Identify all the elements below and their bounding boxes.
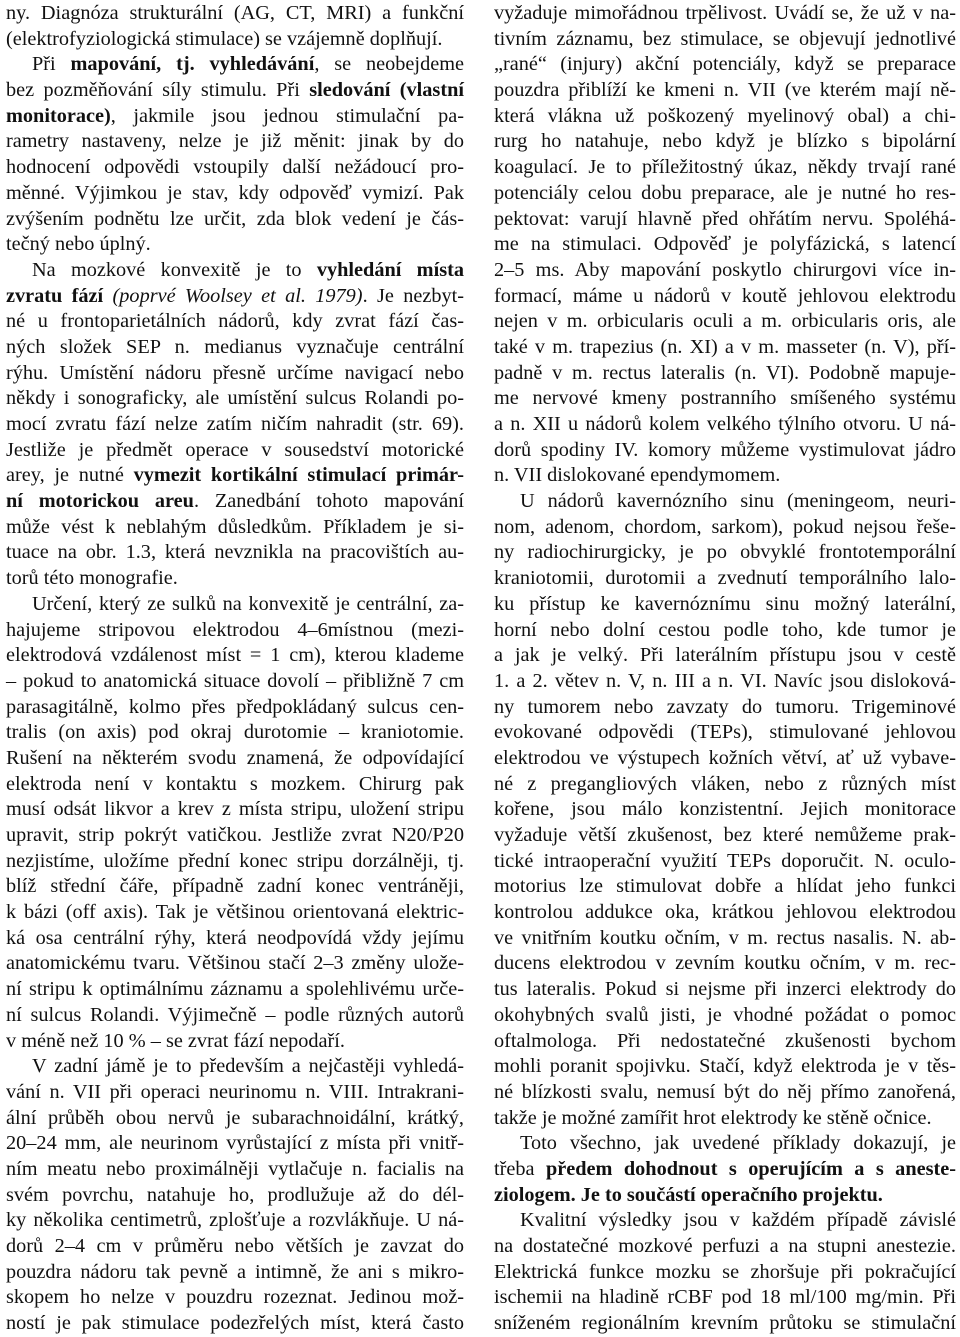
right-column-line	[494, 720, 956, 746]
text-run: elektroda není v kontaktu s mozkem. Chirurg pak	[6, 772, 464, 795]
left-column-line	[6, 155, 464, 181]
left-column-line	[6, 438, 464, 464]
text-run: Určení, který ze sulků na konvexitě je centrální, za-	[32, 592, 464, 615]
text-run: elektrodou ve výstupech kožních větví, ať už vybave-	[494, 746, 956, 769]
left-column-line	[6, 1157, 464, 1183]
text-run: na dostatečné mozkové perfuzi a na stupni anestezie.	[494, 1235, 956, 1257]
right-column-line	[494, 1003, 956, 1029]
text-run: né z pregangliových vláken, nebo z různých míst	[494, 772, 956, 795]
text-run: a n. XII u nádorů kolem velkého týlního otvoru. U ná-	[494, 413, 956, 435]
text-run: me nervové kmeny postranního smíšeného systému	[494, 387, 956, 410]
left-column-line	[6, 720, 464, 746]
text-run: dorů spodiny IV. komory můžeme vystimulovat jádro	[494, 438, 956, 461]
left-column-line	[6, 797, 464, 823]
left-column-line	[6, 695, 464, 721]
text-run: nezjistíme, uložíme přední konec stripu dorzálněji, tj.	[6, 849, 464, 872]
left-column-line	[6, 643, 464, 669]
left-column-line	[6, 181, 464, 207]
text-run: ny radiochirurgicky, je po obvyklé frontotemporální	[494, 541, 956, 564]
left-column-line	[6, 284, 464, 310]
right-column-line	[494, 643, 956, 669]
text-run: koagulací. Je to příležitostný úkaz, někdy trvají rané	[494, 156, 956, 179]
left-column-line	[6, 1183, 464, 1209]
bold-text: zvratu fází	[6, 284, 104, 307]
text-run: ve vnitřním koutku očním, v m. rectus nasalis. N. ab-	[494, 926, 956, 949]
left-column-line	[6, 489, 464, 515]
left-column-line	[6, 1080, 464, 1106]
right-column-line	[494, 977, 956, 1003]
text-run: svém povrchu, natahuje ho, prodlužuje až do dél-	[6, 1183, 464, 1206]
left-column-line	[6, 129, 464, 155]
right-column-line	[494, 1285, 956, 1311]
text-run: ischemii na hladině rCBF pod 18 ml/100 mg/min. Při	[494, 1286, 956, 1309]
right-column-line	[494, 515, 956, 541]
text-run: (elektrofyziologická stimulace) se vzájemně doplňují.	[6, 27, 443, 50]
left-column-line	[6, 207, 464, 233]
right-column-line	[494, 566, 956, 592]
text-run: evokované odpovědi (TEPs), stimulované jehlovou	[494, 721, 956, 744]
right-column-line	[494, 155, 956, 181]
right-column-line	[494, 926, 956, 952]
left-column-line	[6, 874, 464, 900]
right-column-line	[494, 412, 956, 438]
right-column-line	[494, 181, 956, 207]
text-run: U nádorů kavernózního sinu (meningeom, neuri-	[520, 490, 956, 513]
text-run: ální průběh obou nervů je subarachnoidální, krátký,	[6, 1106, 464, 1129]
left-column-line	[6, 1, 464, 27]
text-run: vyžaduje mimořádnou trpělivost. Uvádí se, že už v na-	[494, 2, 956, 24]
text-run: k bázi (off axis). Tak je většinou orientovaná elektric-	[6, 901, 464, 924]
right-column-line	[494, 592, 956, 618]
right-column-line	[494, 129, 956, 155]
right-column	[494, 1, 956, 1337]
text-run: hajujeme stripovou elektrodou 4–6místnou (mezi-	[6, 618, 464, 641]
text-run: 1. a 2. větev n. V, n. III a n. VI. Navíc jsou disloková-	[494, 669, 956, 692]
text-run: . Je nezbyt-	[362, 284, 465, 307]
bold-text: předem dohodnout s operujícím a s aneste-	[545, 1157, 957, 1180]
bold-text: ní motorickou areu	[6, 490, 194, 513]
right-column-line	[494, 258, 956, 284]
left-column-line	[6, 566, 464, 592]
right-column-line	[494, 438, 956, 464]
right-column-line	[494, 823, 956, 849]
right-column-line	[494, 52, 956, 78]
text-run: elektrodová vzdálenost míst = 1 cm), kterou klademe	[6, 644, 464, 667]
text-run: horní nebo dolní cestou podle toho, kde tumor je	[494, 618, 956, 641]
text-run: skopem ho nelze v pouzdru rozeznat. Jedinou mož-	[6, 1286, 464, 1309]
right-column-line	[494, 695, 956, 721]
text-run: – pokud to anatomická situace dovolí – přibližně 7 cm	[6, 669, 464, 692]
text-run: která vlákna už poškozený myelinový obal) a chi-	[494, 104, 956, 127]
left-column-line	[6, 951, 464, 977]
left-column-line	[6, 1029, 464, 1055]
text-run: Rušení na některém svodu znamená, že odpovídající	[6, 746, 464, 769]
bold-text: vymezit kortikální stimulací primár-	[133, 464, 464, 487]
left-column-line	[6, 1003, 464, 1029]
bold-text: mapování, tj. vyhledávání	[70, 53, 315, 76]
text-run: tivním záznamu, bez stimulace, se objevují jednotlivé	[494, 27, 956, 50]
text-run: třeba	[494, 1157, 546, 1180]
bold-text: monitorace)	[6, 104, 111, 127]
right-column-line	[494, 27, 956, 53]
text-run: V zadní jámě je to především a nejčastěji vyhledá-	[32, 1055, 464, 1078]
text-run: kořene, jsou málo konzistentní. Jejich monitorace	[494, 798, 956, 821]
right-column-line	[494, 746, 956, 772]
right-column-line	[494, 1157, 956, 1183]
text-run: a jak je velký. Při laterálním přístupu jsou v cestě	[494, 644, 956, 667]
text-run: pouzdra přiblíží ke kmeni n. VII (ve kterém mají ně-	[494, 79, 956, 102]
text-run: motorius lze stimulovat dobře a hlídat jeho funkci	[494, 875, 956, 898]
bold-text: ziologem. Je to součástí operačního projektu.	[494, 1183, 883, 1206]
text-run: tické intraoperační využití TEPs doporučit. N. oculo-	[494, 849, 956, 872]
text-run: ny tumorem nebo zavzaty do tumoru. Trigeminové	[494, 695, 956, 718]
left-column-line	[6, 1234, 464, 1260]
text-run: nejen v m. orbicularis oculi a m. orbicularis oris, ale	[494, 310, 956, 333]
left-column-line	[6, 849, 464, 875]
right-column-line	[494, 361, 956, 387]
left-column-line	[6, 515, 464, 541]
text-run: kontrolou addukce oka, krátkou jehlovou elektrodou	[494, 901, 956, 924]
text-run: kraniotomii, durotomii a zvednutí temporálního lalo-	[494, 567, 956, 590]
text-run: ny. Diagnóza strukturální (AG, CT, MRI) a funkční	[6, 2, 464, 24]
text-run: nom, adenom, chordom, sarkom), pokud nejsou řeše-	[494, 515, 956, 538]
left-column-line	[6, 104, 464, 130]
right-column-line	[494, 874, 956, 900]
left-column-line	[6, 52, 464, 78]
right-column-line	[494, 1131, 956, 1157]
right-column-line	[494, 1208, 956, 1234]
bold-text: sledování (vlastní	[309, 79, 464, 102]
text-run: formací, máme u nádorů v koutě jehlovou elektrodu	[494, 284, 956, 307]
right-column-line	[494, 797, 956, 823]
right-column-line	[494, 386, 956, 412]
text-run: vyžaduje větší zkušenost, bez které nemůžeme prak-	[494, 824, 956, 846]
text-run: může vést k neblahým důsledkům. Příkladem je si-	[6, 515, 464, 538]
right-column-line	[494, 951, 956, 977]
right-column-line	[494, 1054, 956, 1080]
right-column-line	[494, 618, 956, 644]
right-column-line	[494, 1080, 956, 1106]
text-run: vání n. VII při operaci neurinomu n. VIII. Intrakrani-	[6, 1080, 464, 1103]
left-column-line	[6, 1131, 464, 1157]
text-run: 2–5 ms. Aby mapování poskytlo chirurgovi více in-	[494, 258, 956, 281]
text-run: rametry nastaveny, nelze je již měnit: jinak by do	[6, 130, 464, 153]
left-column-line	[6, 78, 464, 104]
text-run: , jakmile jsou jednou stimulační pa-	[110, 104, 464, 127]
left-column-line	[6, 823, 464, 849]
text-run: Na mozkové konvexitě je to	[32, 258, 317, 281]
right-column-line	[494, 489, 956, 515]
right-column-line	[494, 1029, 956, 1055]
text-run: Elektrická funkce mozku se zhoršuje při pokračující	[494, 1260, 956, 1283]
text-run: mocí zvratu fází nelze zatím ničím nahradit (str. 69).	[6, 413, 464, 435]
right-column-line	[494, 540, 956, 566]
right-column-line	[494, 849, 956, 875]
text-run: v méně než 10 % – se zvrat fází nepodaří.	[6, 1029, 345, 1052]
text-run: Jestliže je předmět operace v sousedství motorické	[6, 438, 464, 461]
text-run: tralis (on axis) pod okraj durotomie – kraniotomie.	[6, 721, 464, 744]
right-column-line	[494, 284, 956, 310]
left-column-line	[6, 1285, 464, 1311]
right-column-line	[494, 232, 956, 258]
left-column-line	[6, 1311, 464, 1337]
text-run: zvýšením podnětu lze určit, zda blok vedení je čás-	[6, 207, 464, 230]
left-column	[6, 1, 464, 1337]
text-run: hodnocení odpovědi vstoupily další nežádoucí pro-	[6, 156, 464, 179]
text-run: rurg ho natahuje, nebo když je blízko s bipolární	[494, 130, 956, 153]
text-run: parasagitálně, kolmo přes předpokládaný sulcus cen-	[6, 695, 464, 718]
right-column-line	[494, 1234, 956, 1260]
text-run: pektovat: varují hlavně před ohřátím nervu. Spoléhá-	[494, 207, 956, 230]
left-column-line	[6, 926, 464, 952]
text-run: tečný nebo úplný.	[6, 233, 151, 256]
right-column-line	[494, 207, 956, 233]
text-run: tus lateralis. Pokud si nejsme při inzerci elektrody do	[494, 978, 956, 1001]
text-run: n. VII dislokované ependymomem.	[494, 464, 781, 487]
text-run: Při	[32, 53, 71, 76]
left-column-line	[6, 309, 464, 335]
text-run: né blízkosti svalu, nemusí být do něj přímo zanořená,	[494, 1080, 956, 1103]
text-run: padně v m. rectus lateralis (n. VI). Podobně mapuje-	[494, 361, 956, 384]
right-column-line	[494, 772, 956, 798]
text-run: torů této monografie.	[6, 567, 178, 590]
italic-text: (poprvé Woolsey et al. 1979)	[112, 284, 363, 307]
text-run: rýhu. Umístění nádoru přesně určíme navigací nebo	[6, 361, 464, 384]
text-run: . Zanedbání tohoto mapování	[193, 490, 464, 513]
text-run: „rané“ (injury) akční potenciály, když se preparace	[494, 53, 956, 76]
left-column-line	[6, 335, 464, 361]
right-column-line	[494, 463, 956, 489]
left-column-line	[6, 1260, 464, 1286]
right-column-line	[494, 78, 956, 104]
text-run: potenciály celou dobu preparace, ale je nutné ho res-	[494, 181, 956, 204]
right-column-line	[494, 900, 956, 926]
text-run: ním meatu nebo proximálněji vytlačuje n. facialis na	[6, 1157, 464, 1180]
text-run: pouzdra nádoru tak pevně a intimně, že ani s mikro-	[6, 1260, 464, 1283]
text-run: né u frontoparietálních nádorů, kdy zvrat fází čas-	[6, 310, 464, 333]
text-run: někdy i sonograficky, ale umístění sulcus Rolandi po-	[6, 387, 464, 410]
text-run: upravit, strip pokrýt vatičkou. Jestliže zvrat N20/P20	[6, 824, 464, 846]
text-run: okohybných svalů jisti, je vhodné požádat o pomoc	[494, 1003, 956, 1026]
left-column-line	[6, 1054, 464, 1080]
left-column-line	[6, 1208, 464, 1234]
text-run: arey, je nutné	[6, 464, 134, 487]
bold-text: vyhledání místa	[316, 258, 465, 281]
right-column-line	[494, 1183, 956, 1209]
left-column-line	[6, 412, 464, 438]
text-run: Toto všechno, jak uvedené příklady dokazují, je	[520, 1132, 956, 1155]
right-column-line	[494, 669, 956, 695]
text-run: mohli poranit spojivku. Stačí, když elektroda je v těs-	[494, 1055, 956, 1078]
right-column-line	[494, 1106, 956, 1132]
left-column-line	[6, 618, 464, 644]
left-column-line	[6, 900, 464, 926]
text-run: Kvalitní výsledky jsou v každém případě závislé	[520, 1209, 956, 1232]
text-run: měnné. Výjimkou je stav, kdy odpověď vymizí. Pak	[6, 181, 464, 204]
text-run: ducens elektrodou v zevním koutku očním, v m. rec-	[494, 952, 956, 975]
text-run: , se neobejdeme	[314, 53, 464, 76]
left-column-line	[6, 746, 464, 772]
left-column-line	[6, 27, 464, 53]
text-run: sníženém regionálním krevním průtoku se stimulační	[494, 1312, 956, 1335]
text-run: musí odsát likvor a krev z místa stripu, uložení stripu	[6, 798, 464, 821]
text-run: me na stimulaci. Odpověď je polyfázická, s latencí	[494, 233, 956, 256]
left-column-line	[6, 232, 464, 258]
right-column-line	[494, 1311, 956, 1337]
right-column-line	[494, 309, 956, 335]
right-column-line	[494, 335, 956, 361]
left-column-line	[6, 772, 464, 798]
right-column-line	[494, 1, 956, 27]
left-column-line	[6, 592, 464, 618]
text-run: takže je možné zamířit hrot elektrody ke stěně očnice.	[494, 1106, 932, 1129]
text-run: blíž střední čáře, případně zadní konec ventráněji,	[6, 875, 464, 898]
left-column-line	[6, 361, 464, 387]
right-column-line	[494, 104, 956, 130]
text-run: ných složek SEP n. medianus vyznačuje centrální	[6, 335, 464, 358]
text-run: 20–24 mm, ale neurinom vyrůstající z místa při vnitř-	[6, 1132, 464, 1155]
text-run: ností je pak stimulace podezřelých míst, která často	[6, 1312, 464, 1335]
text-run: dorů 2–4 cm v průměru nebo větších je zavzat do	[6, 1235, 464, 1257]
left-column-line	[6, 669, 464, 695]
text-run: ní sulcus Rolandi. Výjimečně – podle různých autorů	[6, 1003, 464, 1026]
right-column-line	[494, 1260, 956, 1286]
text-run: také v m. trapezius (n. XI) a v m. masseter (n. V), pří-	[494, 335, 956, 358]
text-run: ky několika centimetrů, zplošťuje a rozvlákňuje. U ná-	[6, 1209, 464, 1232]
text-run: oftalmologa. Při nedostatečné zkušenosti bychom	[494, 1029, 956, 1052]
text-run: ká osa centrální rýhy, která neodpovídá vždy jejímu	[6, 926, 464, 949]
text-run: anatomickému tvaru. Většinou stačí 2–3 změny ulože-	[6, 952, 464, 975]
text-run	[103, 285, 112, 307]
text-run: ku přístup ke kavernóznímu sinu možný laterální,	[494, 592, 956, 615]
text-run: ní stripu k optimálnímu záznamu a spolehlivému urče-	[6, 978, 464, 1001]
left-column-line	[6, 977, 464, 1003]
text-run: bez pozměňování síly stimulu. Při	[6, 79, 310, 102]
left-column-line	[6, 463, 464, 489]
text-run: tuace na obr. 1.3, která nevznikla na pracovištích au-	[6, 541, 464, 564]
left-column-line	[6, 540, 464, 566]
left-column-line	[6, 1106, 464, 1132]
left-column-line	[6, 258, 464, 284]
left-column-line	[6, 386, 464, 412]
